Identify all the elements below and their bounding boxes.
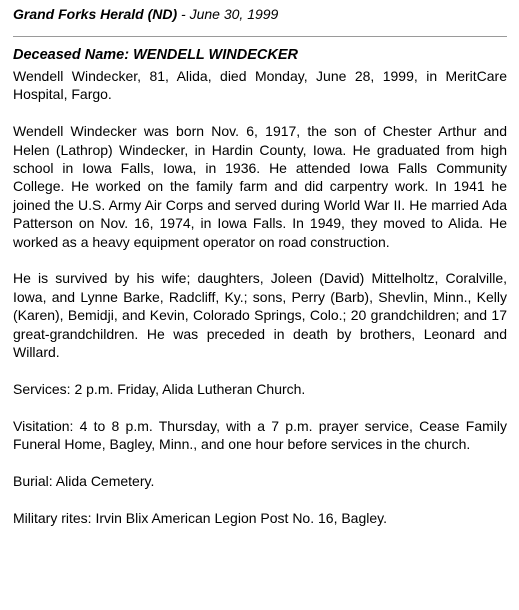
services-paragraph: Services: 2 p.m. Friday, Alida Lutheran Church. [13,380,306,397]
military-rites-paragraph: Military rites: Irvin Blix American Legion Post No. 16, Bagley. [13,509,388,526]
biography-paragraph: Wendell Windecker was born Nov. 6, 1917, the son of Chester Arthur and Helen (Lathrop) Windecker, in Hardin County, Iowa. He graduated from high school in Iowa Falls, Iowa, in 1936. He attended Iowa Falls Community College. He worked on the family farm and did carpentry work. In 1941 he joined the U.S. Army Air Corps and served during World War II. He married Ada Patterson on Nov. 16, 1974, in Iowa Falls. In 1949, they moved to Alida. He worked as a heavy equipment operator on road construction. [13,123,507,250]
survivors-paragraph: He is survived by his wife; daughters, Joleen (David) Mittelholtz, Coralville, Iowa, and Lynne Barke, Radcliff, Ky.; sons, Perry (Barb), Shevlin, Minn., Kelly (Karen), Bemidji, and Kevin, Colorado Springs, Colo.; 20 grandchildren; and 17 great-grandchildren. He was preceded in death by brothers, Leonard and Willard. [13,270,507,361]
deceased-heading [13,46,507,64]
source-separator: - [177,6,190,22]
header-divider [13,36,507,37]
publication-date: June 30, 1999 [189,6,279,22]
visitation-paragraph: Visitation: 4 to 8 p.m. Thursday, with a 7 p.m. prayer service, Cease Family Funeral Home, Bagley, Minn., and one hour before services in the church. [13,417,507,453]
burial-paragraph: Burial: Alida Cemetery. [13,472,155,489]
source-line [13,6,507,23]
publication-name: Grand Forks Herald (ND) [13,6,178,22]
deceased-label: Deceased Name: [13,47,134,63]
deceased-name: WENDELL WINDECKER [133,47,298,63]
death-notice-paragraph: Wendell Windecker, 81, Alida, died Monday, June 28, 1999, in MeritCare Hospital, Fargo. [13,68,507,103]
